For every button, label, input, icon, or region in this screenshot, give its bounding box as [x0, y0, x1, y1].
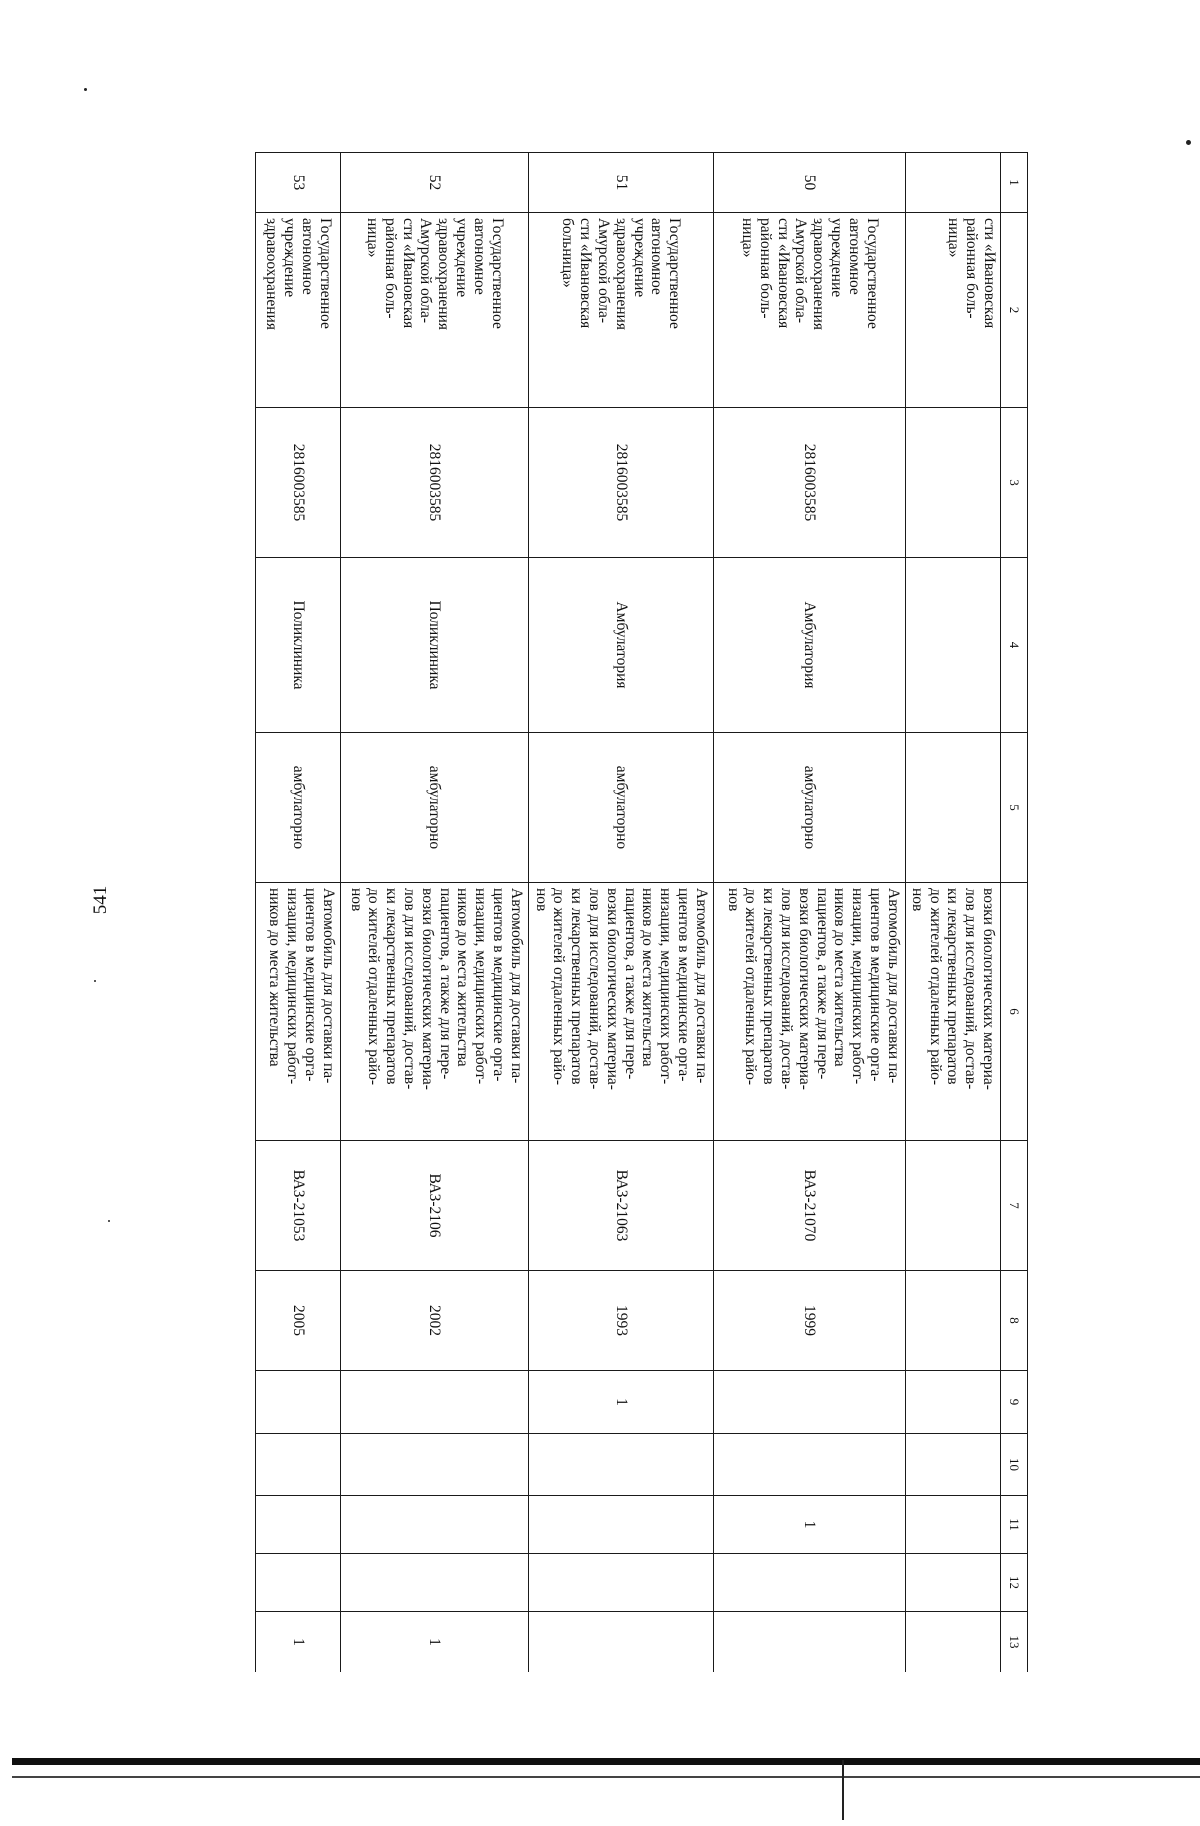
column-number: 8: [1001, 1271, 1028, 1371]
vehicle-model-cell: [905, 1141, 1000, 1271]
count-cell-12: [905, 1554, 1000, 1612]
inn-cell: 2816003585: [713, 408, 905, 558]
scan-artifact-mark: [842, 1760, 844, 1820]
count-cell-13: [528, 1612, 713, 1673]
count-cell-10: [255, 1434, 340, 1496]
subdivision-cell: Амбулатория: [713, 558, 905, 733]
column-number: 1: [1001, 153, 1028, 213]
purpose-cell: Автомобиль для доставки па- циентов в медицинские орга- низации, медицинских работ- ников до места жительства пациентов, а также для пере- возки биологических материа- лов для исследований, достав- ки лекарственных препаратов до жителей отдаленных райо- нов: [528, 883, 713, 1141]
page-number: 541: [90, 885, 111, 915]
purpose-cell: Автомобиль для доставки па- циентов в медицинские орга- низации, медицинских работ- ников до места жительства пациентов, а также для пере- возки биологических материа- лов для исследований, достав- ки лекарственных препаратов до жителей отдаленных райо- нов: [340, 883, 528, 1141]
count-cell-13: 1: [340, 1612, 528, 1673]
count-cell-9: [905, 1371, 1000, 1434]
row-number-cell: 50: [713, 153, 905, 213]
column-number: 11: [1001, 1496, 1028, 1554]
column-number: 4: [1001, 558, 1028, 733]
care-mode-cell: [905, 733, 1000, 883]
subdivision-cell: Амбулатория: [528, 558, 713, 733]
column-number: 10: [1001, 1434, 1028, 1496]
count-cell-11: [255, 1496, 340, 1554]
count-cell-9: [713, 1371, 905, 1434]
vehicle-model-cell: ВАЗ-21070: [713, 1141, 905, 1271]
table-row: [528, 153, 713, 1673]
column-number: 9: [1001, 1371, 1028, 1434]
row-number-cell: [905, 153, 1000, 213]
care-mode-cell: амбулаторно: [255, 733, 340, 883]
count-cell-11: 1: [713, 1496, 905, 1554]
count-cell-10: [528, 1434, 713, 1496]
scan-speck: [94, 980, 96, 982]
count-cell-10: [905, 1434, 1000, 1496]
column-number: 13: [1001, 1612, 1028, 1673]
count-cell-12: [713, 1554, 905, 1612]
count-cell-13: [713, 1612, 905, 1673]
row-number-cell: 52: [340, 153, 528, 213]
inn-cell: 2816003585: [528, 408, 713, 558]
vehicle-year-cell: 1993: [528, 1271, 713, 1371]
count-cell-12: [528, 1554, 713, 1612]
table-row-partial: [255, 153, 340, 1673]
vehicles-table: [255, 152, 1028, 1672]
organization-cell: Государственное автономное учреждение здравоохранения Амурской обла- сти «Ивановская районная боль- ница»: [340, 213, 528, 408]
scan-speck: [1186, 140, 1191, 145]
inn-cell: [905, 408, 1000, 558]
column-number: 12: [1001, 1554, 1028, 1612]
count-cell-9: [340, 1371, 528, 1434]
subdivision-cell: [905, 558, 1000, 733]
organization-cell: сти «Ивановская районная боль- ница»: [905, 213, 1000, 408]
table-row: [340, 153, 528, 1673]
vehicle-model-cell: ВАЗ-2106: [340, 1141, 528, 1271]
subdivision-cell: Поликлиника: [340, 558, 528, 733]
care-mode-cell: амбулаторно: [340, 733, 528, 883]
count-cell-11: [528, 1496, 713, 1554]
count-cell-13: 1: [255, 1612, 340, 1673]
care-mode-cell: амбулаторно: [528, 733, 713, 883]
subdivision-cell: Поликлиника: [255, 558, 340, 733]
count-cell-10: [340, 1434, 528, 1496]
row-number-cell: 51: [528, 153, 713, 213]
purpose-cell: возки биологических материа- лов для исследований, достав- ки лекарственных препаратов до жителей отдаленных райо- нов: [905, 883, 1000, 1141]
column-number: 6: [1001, 883, 1028, 1141]
vehicle-year-cell: 2005: [255, 1271, 340, 1371]
organization-cell: Государственное автономное учреждение здравоохранения Амурской обла- сти «Ивановская больница»: [528, 213, 713, 408]
table-container: [194, 152, 1028, 1672]
scan-border-line: [12, 1758, 1200, 1765]
row-number-cell: 53: [255, 153, 340, 213]
vehicle-model-cell: ВАЗ-21063: [528, 1141, 713, 1271]
count-cell-9: 1: [528, 1371, 713, 1434]
scan-border-line-thin: [12, 1776, 1200, 1778]
count-cell-10: [713, 1434, 905, 1496]
organization-cell: Государственное автономное учреждение здравоохранения: [255, 213, 340, 408]
purpose-cell: Автомобиль для доставки па- циентов в медицинские орга- низации, медицинских работ- ников до места жительства пациентов, а также для пере- возки биологических материа- лов для исследований, достав- ки лекарственных препаратов до жителей отдаленных райо- нов: [713, 883, 905, 1141]
inn-cell: 2816003585: [255, 408, 340, 558]
scan-speck: [108, 1220, 110, 1222]
column-number: 3: [1001, 408, 1028, 558]
purpose-cell: Автомобиль для доставки па- циентов в медицинские орга- низации, медицинских работ- ников до места жительства: [255, 883, 340, 1141]
vehicle-year-cell: 2002: [340, 1271, 528, 1371]
care-mode-cell: амбулаторно: [713, 733, 905, 883]
inn-cell: 2816003585: [340, 408, 528, 558]
table-row: [713, 153, 905, 1673]
scan-speck: [84, 88, 87, 91]
table-row-continuation: [905, 153, 1000, 1673]
column-number: 5: [1001, 733, 1028, 883]
vehicle-year-cell: [905, 1271, 1000, 1371]
count-cell-11: [340, 1496, 528, 1554]
count-cell-12: [340, 1554, 528, 1612]
column-number: 7: [1001, 1141, 1028, 1271]
vehicle-model-cell: ВАЗ-21053: [255, 1141, 340, 1271]
column-number-row: [1001, 153, 1028, 1673]
column-number: 2: [1001, 213, 1028, 408]
count-cell-9: [255, 1371, 340, 1434]
count-cell-11: [905, 1496, 1000, 1554]
count-cell-12: [255, 1554, 340, 1612]
count-cell-13: [905, 1612, 1000, 1673]
organization-cell: Государственное автономное учреждение здравоохранения Амурской обла- сти «Ивановская районная боль- ница»: [713, 213, 905, 408]
vehicle-year-cell: 1999: [713, 1271, 905, 1371]
